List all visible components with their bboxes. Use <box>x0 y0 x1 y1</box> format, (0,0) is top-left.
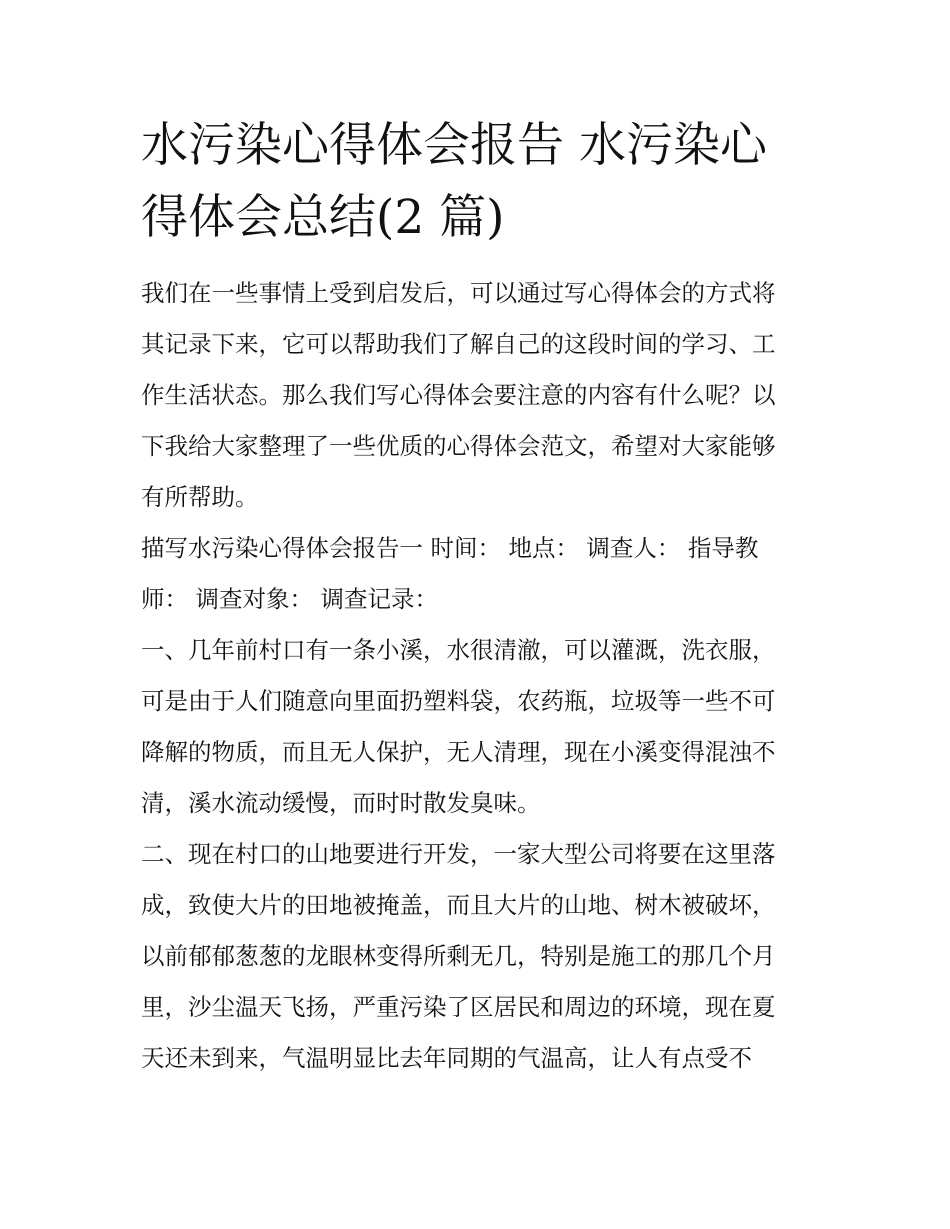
text-line: 下我给大家整理了一些优质的心得体会范文，希望对大家能够 <box>141 432 776 460</box>
text-line: 二、现在村口的山地要进行开发，一家大型公司将要在这里落 <box>141 840 776 868</box>
text-line: 降解的物质，而且无人保护，无人清理，现在小溪变得混浊不 <box>141 738 776 766</box>
text-line: 成，致使大片的田地被掩盖，而且大片的山地、树木被破坏， <box>141 891 776 919</box>
text-line: 师： 调查对象： 调查记录： <box>141 585 438 613</box>
intro-paragraph <box>141 268 813 523</box>
report-header-paragraph <box>141 523 813 625</box>
document-title <box>141 110 813 254</box>
document-body <box>141 268 813 1084</box>
section-one-paragraph <box>141 625 813 829</box>
text-line: 描写水污染心得体会报告一 时间： 地点： 调查人： 指导教 <box>141 534 759 562</box>
text-line: 其记录下来，它可以帮助我们了解自己的这段时间的学习、工 <box>141 330 776 358</box>
text-line: 清，溪水流动缓慢，而时时散发臭味。 <box>141 789 541 817</box>
section-two-paragraph <box>141 829 813 1084</box>
title-line-1: 水污染心得体会报告 水污染心 <box>141 118 767 173</box>
text-line: 作生活状态。那么我们写心得体会要注意的内容有什么呢？以 <box>141 381 776 409</box>
text-line: 一、几年前村口有一条小溪，水很清澈，可以灌溉，洗衣服， <box>141 636 776 664</box>
text-line: 可是由于人们随意向里面扔塑料袋，农药瓶，垃圾等一些不可 <box>141 687 776 715</box>
text-line: 有所帮助。 <box>141 483 259 511</box>
text-line: 天还未到来，气温明显比去年同期的气温高，让人有点受不 <box>141 1044 752 1072</box>
title-line-2: 得体会总结(2 篇) <box>141 190 505 245</box>
document-content <box>141 110 813 1084</box>
text-line: 里，沙尘温天飞扬，严重污染了区居民和周边的环境，现在夏 <box>141 993 776 1021</box>
text-line: 我们在一些事情上受到启发后，可以通过写心得体会的方式将 <box>141 279 776 307</box>
text-line: 以前郁郁葱葱的龙眼林变得所剩无几，特别是施工的那几个月 <box>141 942 776 970</box>
